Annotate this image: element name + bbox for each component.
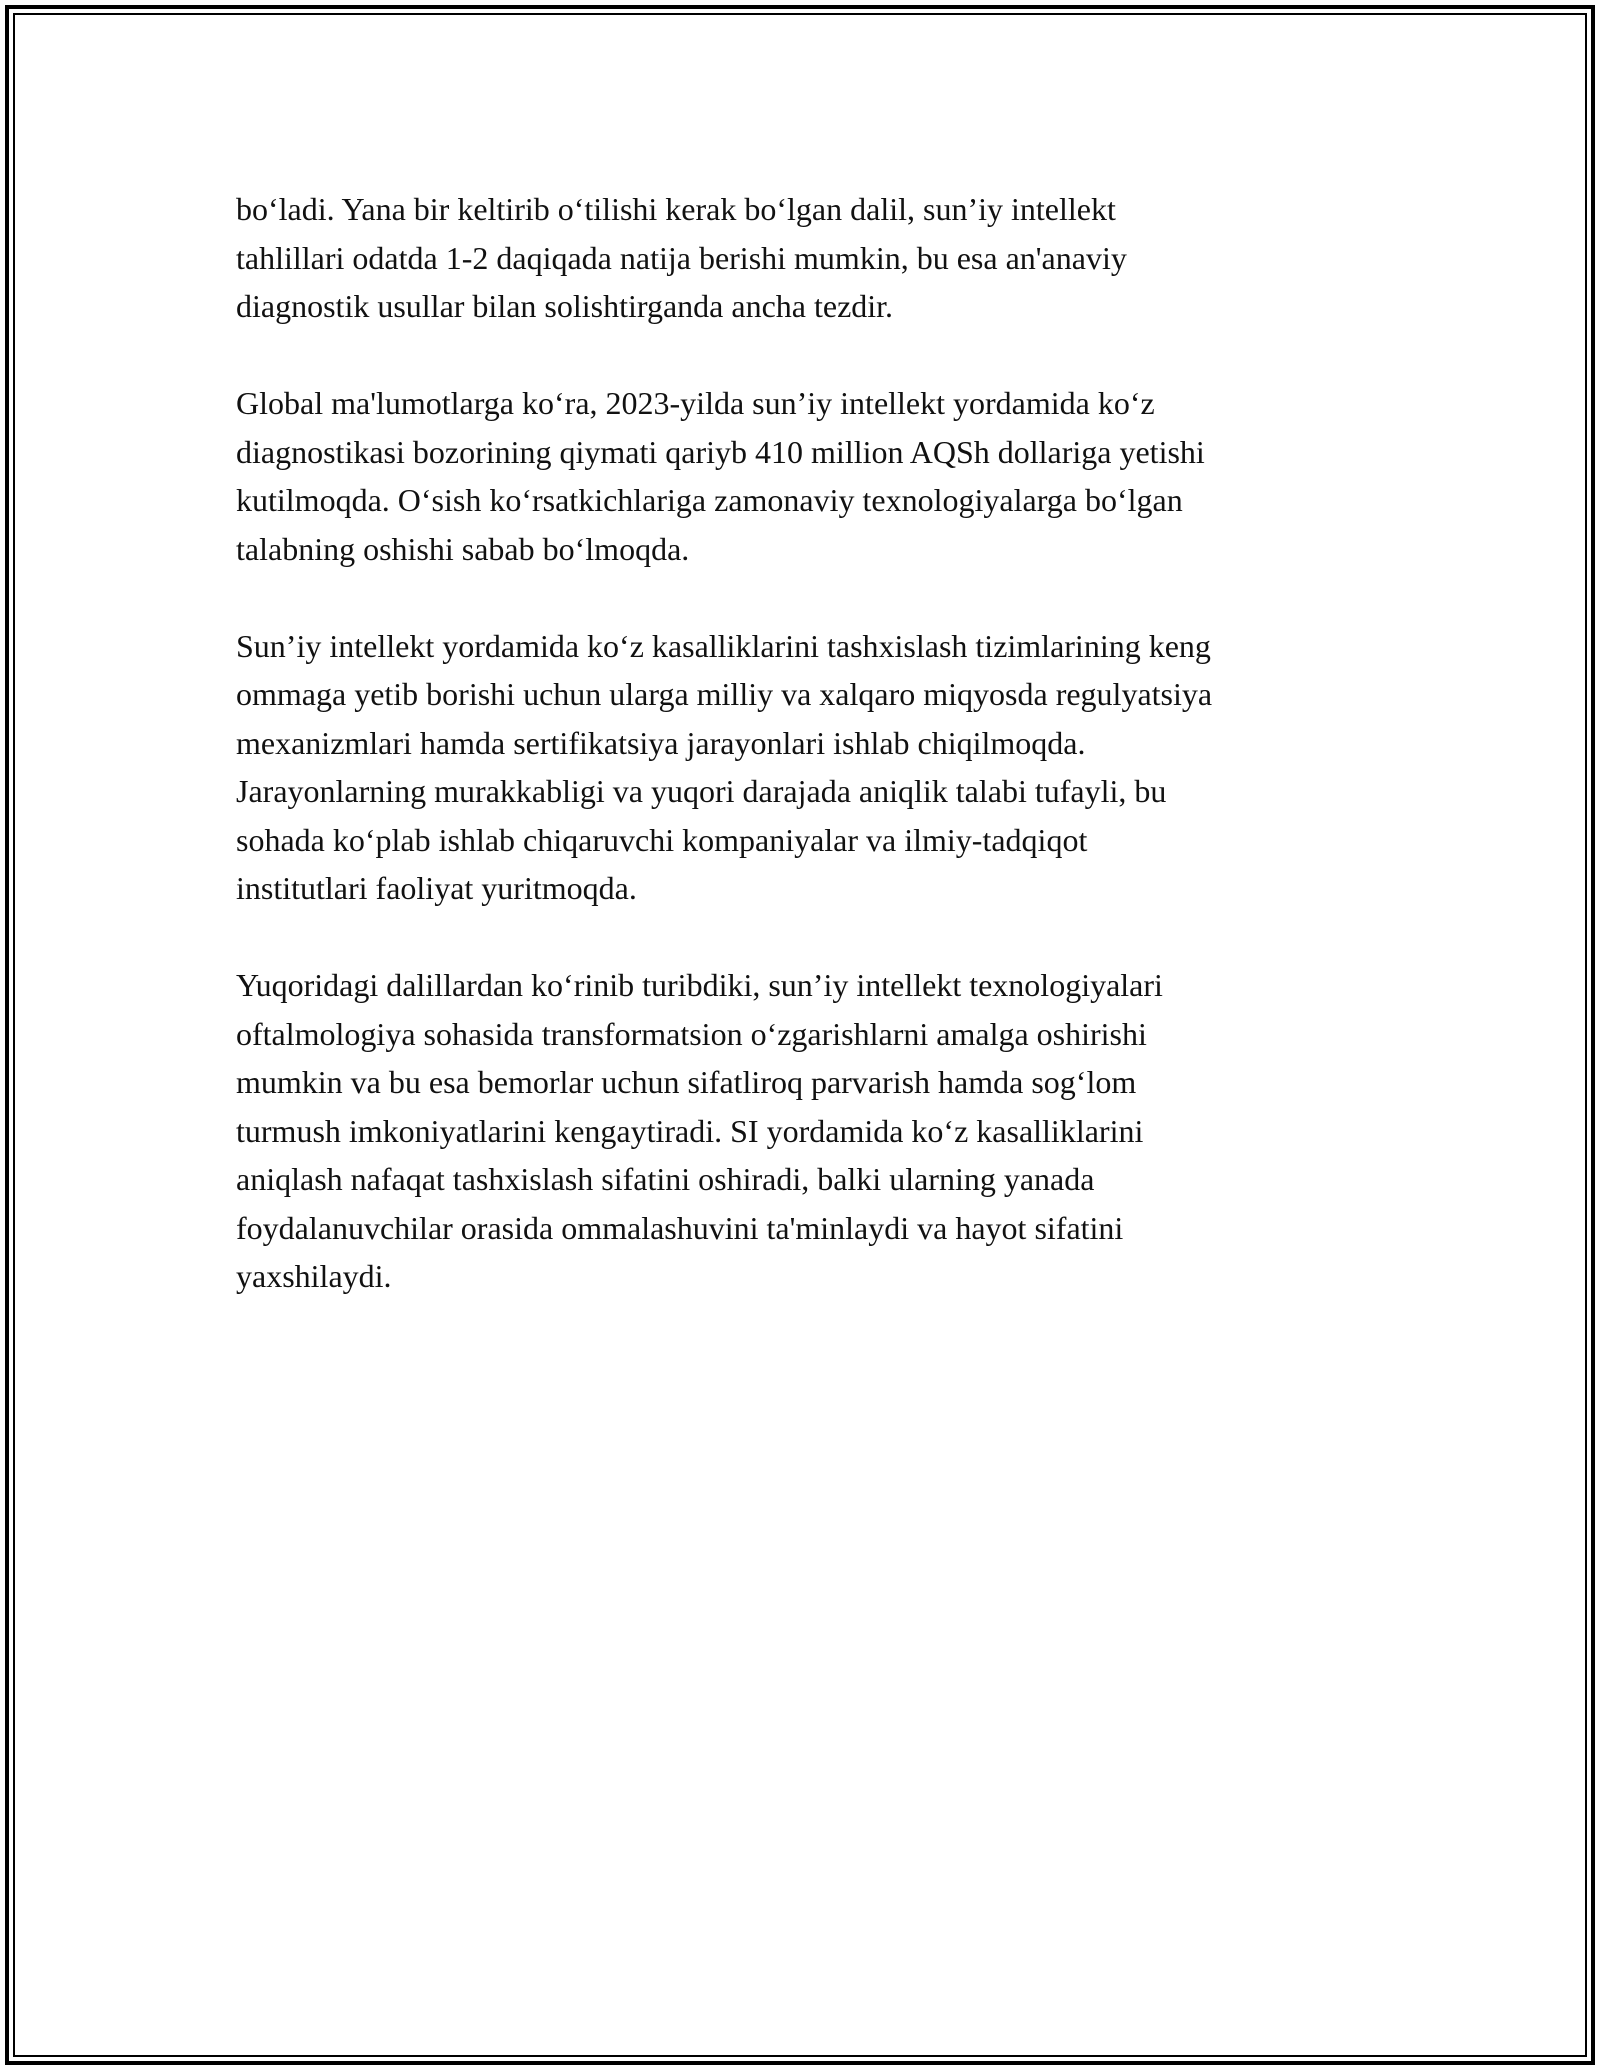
text-line: ommaga yetib borishi uchun ularga milliy va xalqaro miqyosda regulyatsiya [236, 676, 1213, 712]
paragraph-market-value [236, 379, 1376, 573]
text-line: Jarayonlarning murakkabligi va yuqori darajada aniqlik talabi tufayli, bu [236, 773, 1167, 809]
text-line: turmush imkoniyatlarini kengaytiradi. SI yordamida ko‘z kasalliklarini [236, 1112, 1144, 1149]
text-line: Yuqoridagi dalillardan ko‘rinib turibdiki, sun’iy intellekt texnologiyalari [236, 967, 1163, 1003]
text-line: institutlari faoliyat yuritmoqda. [236, 870, 637, 906]
text-line: mexanizmlari hamda sertifikatsiya jarayonlari ishlab chiqilmoqda. [236, 724, 1086, 761]
document-body [236, 185, 1376, 1349]
text-line: kutilmoqda. O‘sish ko‘rsatkichlariga zamonaviy texnologiyalarga bo‘lgan [236, 482, 1183, 518]
text-line: bo‘ladi. Yana bir keltirib o‘tilishi kerak bo‘lgan dalil, sun’iy intellekt [236, 191, 1116, 227]
text-line: sohada ko‘plab ishlab chiqaruvchi kompaniyalar va ilmiy-tadqiqot [236, 821, 1088, 858]
text-line: talabning oshishi sabab bo‘lmoqda. [236, 530, 690, 567]
paragraph-speed-of-analysis [236, 185, 1376, 331]
paragraph-conclusion [236, 961, 1376, 1301]
text-line: diagnostikasi bozorining qiymati qariyb 410 million AQSh dollariga yetishi [236, 433, 1205, 470]
text-line: aniqlash nafaqat tashxislash sifatini oshiradi, balki ularning yanada [236, 1161, 1095, 1197]
paragraph-regulation [236, 622, 1376, 913]
text-line: tahlillari odatda 1-2 daqiqada natija berishi mumkin, bu esa an'anaviy [236, 239, 1127, 276]
text-line: foydalanuvchilar orasida ommalashuvini ta'minlaydi va hayot sifatini [236, 1209, 1124, 1246]
text-line: Global ma'lumotlarga ko‘ra, 2023-yilda sun’iy intellekt yordamida ko‘z [236, 385, 1155, 421]
text-line: mumkin va bu esa bemorlar uchun sifatliroq parvarish hamda sog‘lom [236, 1064, 1137, 1100]
text-line: Sun’iy intellekt yordamida ko‘z kasalliklarini tashxislash tizimlarining keng [236, 627, 1211, 664]
text-line: yaxshilaydi. [236, 1258, 392, 1294]
text-line: oftalmologiya sohasida transformatsion o‘zgarishlarni amalga oshirishi [236, 1015, 1147, 1052]
text-line: diagnostik usullar bilan solishtirganda ancha tezdir. [236, 288, 894, 324]
